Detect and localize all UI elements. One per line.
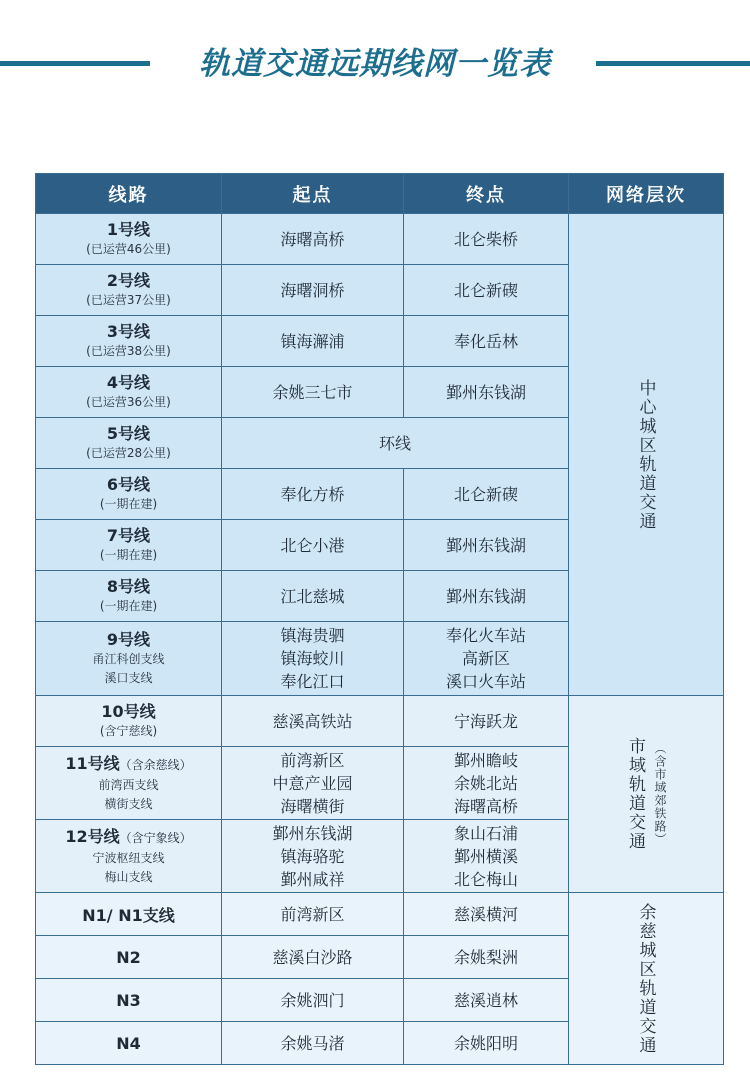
end-cell: 鄞州东钱湖 (404, 367, 569, 418)
level-city-note: （含市域郊铁路） (653, 742, 667, 846)
end-cell: 奉化岳林 (404, 316, 569, 367)
start-cell: 北仑小港 (222, 520, 404, 571)
start-cell: 慈溪白沙路 (222, 936, 404, 979)
line-cell: N4 (36, 1022, 222, 1065)
end-cell: 北仑新碶 (404, 469, 569, 520)
line-cell: 1号线 (已运营46公里) (36, 214, 222, 265)
line-cell: 2号线 (已运营37公里) (36, 265, 222, 316)
line-cell: 11号线（含余慈线） 前湾西支线 横街支线 (36, 747, 222, 820)
end-cell: 鄞州东钱湖 (404, 571, 569, 622)
level-yuci: 余慈城区轨道交通 (635, 902, 656, 1055)
start-cell: 奉化方桥 (222, 469, 404, 520)
header-line: 线路 (36, 174, 222, 214)
start-cell: 镇海贵驷 镇海蛟川 奉化江口 (222, 622, 404, 696)
end-cell: 北仑柴桥 (404, 214, 569, 265)
level-central: 中心城区轨道交通 (635, 378, 656, 531)
start-cell: 江北慈城 (222, 571, 404, 622)
start-cell: 余姚泗门 (222, 979, 404, 1022)
start-cell: 镇海澥浦 (222, 316, 404, 367)
line-cell: 4号线 (已运营36公里) (36, 367, 222, 418)
end-cell: 鄞州东钱湖 (404, 520, 569, 571)
line-cell: N1/ N1支线 (36, 893, 222, 936)
line-cell: 10号线 (含宁慈线) (36, 696, 222, 747)
title-right-rule (596, 61, 750, 66)
end-cell: 慈溪逍林 (404, 979, 569, 1022)
start-cell: 鄞州东钱湖 镇海骆驼 鄞州咸祥 (222, 820, 404, 893)
end-cell: 象山石浦 鄞州横溪 北仑梅山 (404, 820, 569, 893)
end-cell: 奉化火车站 高新区 溪口火车站 (404, 622, 569, 696)
line-cell: 5号线 (已运营28公里) (36, 418, 222, 469)
end-cell: 慈溪横河 (404, 893, 569, 936)
line-cell: 6号线 (一期在建) (36, 469, 222, 520)
level-city-cell (569, 696, 724, 893)
end-cell: 余姚梨洲 (404, 936, 569, 979)
rail-network-table (35, 173, 724, 1065)
start-cell: 前湾新区 中意产业园 海曙横街 (222, 747, 404, 820)
line-cell: N3 (36, 979, 222, 1022)
header-start: 起点 (222, 174, 404, 214)
title-left-rule (0, 61, 150, 66)
line-cell: 12号线（含宁象线） 宁波枢纽支线 梅山支线 (36, 820, 222, 893)
line-cell: 8号线 (一期在建) (36, 571, 222, 622)
table-row (36, 893, 724, 936)
line-cell: N2 (36, 936, 222, 979)
start-cell: 前湾新区 (222, 893, 404, 936)
title-bar (0, 34, 750, 90)
table-row (36, 214, 724, 265)
start-cell: 余姚三七市 (222, 367, 404, 418)
line-cell: 7号线 (一期在建) (36, 520, 222, 571)
end-cell: 宁海跃龙 (404, 696, 569, 747)
loop-cell: 环线 (222, 418, 569, 469)
end-cell: 鄞州瞻岐 余姚北站 海曙高桥 (404, 747, 569, 820)
header-level: 网络层次 (569, 174, 724, 214)
level-central-cell (569, 214, 724, 696)
start-cell: 余姚马渚 (222, 1022, 404, 1065)
start-cell: 海曙高桥 (222, 214, 404, 265)
level-city: 市域轨道交通 (625, 737, 645, 851)
end-cell: 北仑新碶 (404, 265, 569, 316)
start-cell: 海曙洞桥 (222, 265, 404, 316)
end-cell: 余姚阳明 (404, 1022, 569, 1065)
table-row (36, 696, 724, 747)
line-cell: 9号线 甬江科创支线 溪口支线 (36, 622, 222, 696)
page-title: 轨道交通远期线网一览表 (199, 46, 551, 82)
header-row (36, 174, 724, 214)
level-yuci-cell (569, 893, 724, 1065)
header-end: 终点 (404, 174, 569, 214)
start-cell: 慈溪高铁站 (222, 696, 404, 747)
line-cell: 3号线 (已运营38公里) (36, 316, 222, 367)
